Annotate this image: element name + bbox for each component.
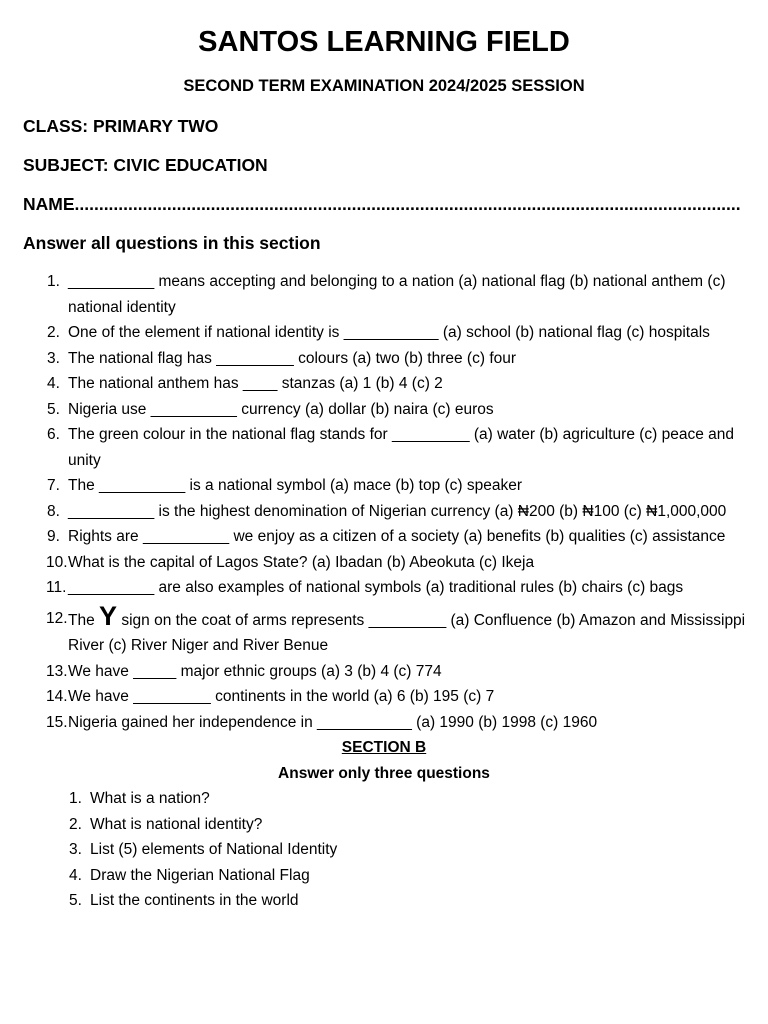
question-number: 5. <box>69 892 82 909</box>
question-number: 14. <box>46 688 68 705</box>
question-text: __________ are also examples of national symbols (a) traditional rules (b) chairs (c) bags <box>68 579 684 596</box>
question-5 <box>0 397 748 423</box>
section-a-instruction: Answer all questions in this section <box>23 233 321 253</box>
section-b-instruction: Answer only three questions <box>278 764 490 782</box>
section-b-title: SECTION B <box>341 739 427 756</box>
question-1 <box>0 269 748 320</box>
question-13 <box>0 659 748 685</box>
section-b-question-5 <box>0 888 768 914</box>
question-number: 1. <box>69 790 82 807</box>
question-text: List (5) elements of National Identity <box>90 841 338 858</box>
question-text: The green colour in the national flag stands for _________ (a) water (b) agriculture (c) peace and unity <box>68 426 735 469</box>
school-name: SANTOS LEARNING FIELD <box>198 26 570 58</box>
question-number: 5. <box>47 400 60 418</box>
question-11 <box>0 575 748 601</box>
question-text: We have _____ major ethnic groups (a) 3 (b) 4 (c) 774 <box>68 662 442 680</box>
subject-line: SUBJECT: CIVIC EDUCATION <box>23 155 268 175</box>
question-14 <box>0 684 748 710</box>
question-text: Nigeria gained her independence in ___________ (a) 1990 (b) 1998 (c) 1960 <box>68 713 598 731</box>
section-b-question-4 <box>0 863 768 889</box>
question-text: The __________ is a national symbol (a) mace (b) top (c) speaker <box>68 477 523 494</box>
question-number: 15. <box>46 713 68 731</box>
y-sign-symbol: Y <box>99 600 118 631</box>
question-number: 3. <box>47 349 60 367</box>
section-b <box>0 735 726 786</box>
question-list <box>0 269 768 914</box>
name-line: NAME......................................................................................................................................... <box>23 194 741 214</box>
question-number: 4. <box>47 375 60 392</box>
question-number: 2. <box>47 324 60 341</box>
question-number: 6. <box>47 426 60 443</box>
question-10 <box>0 550 748 576</box>
question-text: __________ means accepting and belonging to a nation (a) national flag (b) national anthem (c) national identity <box>68 273 726 316</box>
question-number: 8. <box>47 502 60 520</box>
question-15 <box>0 710 748 736</box>
question-9 <box>0 524 748 550</box>
question-number: 3. <box>69 841 82 858</box>
question-4 <box>0 371 748 397</box>
question-3 <box>0 346 748 372</box>
question-text: What is the capital of Lagos State? (a) Ibadan (b) Abeokuta (c) Ikeja <box>68 553 535 571</box>
question-number: 9. <box>47 528 60 545</box>
question-text: __________ is the highest denomination of Nigerian currency (a) ₦200 (b) ₦100 (c) ₦1,000,000 <box>68 502 727 520</box>
question-text: We have _________ continents in the world (a) 6 (b) 195 (c) 7 <box>68 688 495 705</box>
question-number: 2. <box>69 815 82 833</box>
class-line: CLASS: PRIMARY TWO <box>23 116 219 136</box>
question-text: The national anthem has ____ stanzas (a) 1 (b) 4 (c) 2 <box>68 375 443 392</box>
question-text-start: The <box>68 611 100 629</box>
question-text: Nigeria use __________ currency (a) dollar (b) naira (c) euros <box>68 400 494 418</box>
section-b-question-1 <box>0 786 768 812</box>
exam-title: SECOND TERM EXAMINATION 2024/2025 SESSION <box>183 77 585 95</box>
question-number: 7. <box>47 477 60 494</box>
question-text: What is national identity? <box>90 815 263 833</box>
question-7 <box>0 473 748 499</box>
question-6 <box>0 422 748 473</box>
question-8 <box>0 499 748 525</box>
question-number: 10. <box>46 553 68 571</box>
question-text: One of the element if national identity is ___________ (a) school (b) national flag (c) hospitals <box>68 324 710 341</box>
question-12 <box>0 600 748 659</box>
question-text-end: sign on the coat of arms represents _________ (a) Confluence (b) Amazon and Mississippi River (c) River Niger and River Benue <box>68 611 746 654</box>
question-text: The national flag has _________ colours (a) two (b) three (c) four <box>68 349 517 367</box>
question-number: 1. <box>47 273 60 290</box>
question-text: What is a nation? <box>90 790 210 807</box>
question-2 <box>0 320 748 346</box>
question-number: 12. <box>46 609 68 627</box>
question-text: List the continents in the world <box>90 892 299 909</box>
section-b-question-3 <box>0 837 768 863</box>
question-text: Draw the Nigerian National Flag <box>90 866 310 884</box>
question-number: 13. <box>46 662 68 680</box>
section-b-question-2 <box>0 812 768 838</box>
question-number: 4. <box>69 866 82 884</box>
question-text: Rights are __________ we enjoy as a citizen of a society (a) benefits (b) qualities (c) assistance <box>68 528 726 545</box>
question-number: 11. <box>46 579 67 596</box>
